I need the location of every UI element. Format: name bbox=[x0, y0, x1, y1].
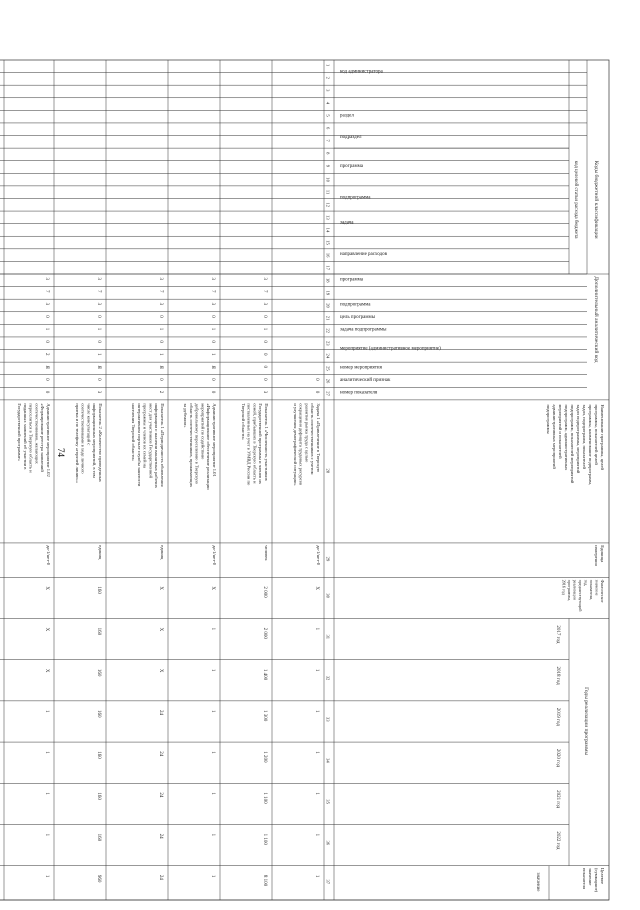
year-value-cell: Х bbox=[44, 627, 49, 632]
budget-code-label: подпрограмма bbox=[340, 195, 371, 201]
code-cell: 0 bbox=[210, 378, 215, 381]
indicator-name: развития рынка труда с целью bbox=[304, 403, 310, 463]
column-number: 17 bbox=[325, 265, 331, 271]
column-number: 12 bbox=[325, 202, 331, 208]
column-number: 19 bbox=[325, 290, 331, 296]
total-value-cell: 8 100 bbox=[262, 874, 267, 887]
column-number: 15 bbox=[325, 240, 331, 245]
indicator-name: «Информационное обеспечение реализации bbox=[206, 403, 212, 490]
unit-cell: да-1/нет-0 bbox=[46, 545, 51, 566]
name-column-header: Наименование программы, целей bbox=[600, 404, 605, 470]
indicator-name: область соотечественников с учетом bbox=[310, 403, 316, 475]
budget-class-header: Коды бюджетной классификации bbox=[593, 160, 599, 239]
unit-cell: человек bbox=[264, 545, 269, 561]
year-value-cell: 160 bbox=[96, 833, 101, 842]
column-number: 11 bbox=[325, 189, 331, 195]
base-value-header: значение bbox=[594, 579, 600, 596]
code-cell: 0 bbox=[262, 340, 267, 343]
indicator-name bbox=[0, 403, 1, 465]
column-number: 35 bbox=[325, 799, 331, 804]
code-cell: 3 bbox=[44, 302, 49, 306]
base-value-cell: Х bbox=[44, 586, 49, 591]
base-value-header: Фактическое bbox=[600, 579, 605, 603]
indicator-name: Государственной программы и членов их bbox=[258, 403, 264, 485]
target-article-header: код целевой статьи расхода бюджета bbox=[573, 160, 578, 239]
indicator-name: поданных заявлений об участии в bbox=[22, 403, 28, 470]
total-value-cell: 24 bbox=[158, 874, 163, 880]
name-column-header: программы, показателей целей bbox=[594, 404, 599, 465]
year-value-cell: 160 bbox=[96, 751, 101, 759]
base-value-cell: 160 bbox=[96, 586, 101, 594]
code-cell: 0 bbox=[158, 315, 163, 318]
code-cell: 0 bbox=[262, 365, 267, 369]
total-value-cell: 1 bbox=[44, 874, 49, 878]
code-cell: 3 bbox=[44, 277, 49, 280]
year-value-cell: 1 bbox=[44, 751, 49, 754]
indicator-name: поставленных на учет в УМВД России по bbox=[246, 403, 252, 486]
target-value-header: значение bbox=[535, 872, 540, 892]
year-value-cell: 160 bbox=[96, 627, 101, 636]
year-value-cell: 1 200 bbox=[262, 751, 267, 763]
code-cell: Я bbox=[96, 365, 101, 369]
total-value-cell: 1 bbox=[210, 874, 215, 878]
unit-cell: единиц bbox=[98, 545, 103, 560]
code-cell: 0 bbox=[96, 378, 101, 381]
additional-code-label: программа bbox=[340, 277, 363, 283]
code-cell: 1 bbox=[44, 327, 49, 331]
column-number: 8 bbox=[325, 152, 331, 155]
unit-header: измерения bbox=[594, 545, 599, 566]
year-value-cell: 24 bbox=[158, 710, 163, 716]
code-cell: 1 bbox=[158, 327, 163, 331]
year-value-cell: 1 bbox=[314, 833, 319, 837]
year-value-cell: 1 bbox=[314, 751, 319, 754]
year-value-cell: 24 bbox=[158, 751, 163, 757]
unit-header: Единица bbox=[600, 545, 605, 563]
target-header: (суммарное) bbox=[594, 867, 599, 893]
year-value-cell: 1 100 bbox=[262, 833, 267, 845]
column-number: 34 bbox=[325, 758, 331, 763]
column-number: 2 bbox=[325, 76, 331, 79]
code-cell: Я bbox=[158, 365, 163, 369]
column-number: 30 bbox=[325, 593, 331, 598]
year-value-cell: Х bbox=[158, 668, 163, 673]
indicator-name: Тверской области» bbox=[240, 403, 246, 440]
column-number: 23 bbox=[325, 340, 331, 346]
base-value-cell: Х bbox=[210, 586, 215, 591]
year-value-cell: 160 bbox=[96, 668, 101, 677]
indicator-name: и улучшения демографической ситуации» bbox=[292, 403, 298, 486]
year-value-cell: 1 bbox=[210, 668, 215, 672]
code-cell: 0 bbox=[96, 340, 101, 343]
code-cell: 0 bbox=[262, 378, 267, 381]
code-cell: Я bbox=[44, 365, 49, 369]
budget-code-label: подраздел bbox=[340, 135, 362, 141]
target-header: значение bbox=[588, 867, 593, 886]
code-cell: 3 bbox=[158, 277, 163, 280]
year-label: 2020 год bbox=[555, 748, 560, 768]
indicator-name: информационных мероприятий, в том bbox=[92, 403, 98, 478]
code-cell: 7 bbox=[210, 290, 215, 293]
indicator-name: Показатель 1 «Периодичность обновления bbox=[160, 403, 165, 487]
code-cell: 7 bbox=[262, 290, 267, 293]
column-number: 9 bbox=[325, 164, 331, 168]
code-cell: 7 bbox=[158, 290, 163, 293]
year-value-cell: 1 100 bbox=[262, 792, 267, 804]
total-value-cell: 1 bbox=[314, 874, 319, 878]
additional-code-label: задача подпрограммы bbox=[340, 327, 387, 333]
column-number: 37 bbox=[325, 879, 331, 884]
year-value-cell: 1 bbox=[44, 792, 49, 795]
code-cell: 3 bbox=[262, 277, 267, 280]
base-value-cell: Х bbox=[158, 586, 163, 591]
column-number: 27 bbox=[325, 391, 331, 396]
base-value-header: реализации bbox=[572, 579, 578, 601]
budget-code-label: код администратора bbox=[340, 69, 383, 75]
column-number: 18 bbox=[325, 278, 331, 283]
budget-code-label: направление расходов bbox=[340, 252, 387, 258]
code-cell: 0 bbox=[314, 390, 319, 394]
additional-code-label: подпрограмма bbox=[340, 302, 371, 308]
indicator-name: область соотечественников, проживающих bbox=[188, 403, 194, 488]
year-value-cell: 1 bbox=[44, 710, 49, 713]
unit-cell: да-1/нет-0 bbox=[212, 545, 217, 566]
column-number: 25 bbox=[325, 366, 331, 371]
year-value-cell: 160 bbox=[96, 792, 101, 800]
indicator-name: соотечественников, желающих bbox=[34, 403, 40, 464]
indicator-name: за рубежом» bbox=[183, 403, 188, 428]
name-column-header: подпрограмм, административных bbox=[564, 404, 569, 471]
column-number: 14 bbox=[325, 227, 331, 233]
target-header: показателя bbox=[582, 867, 587, 890]
year-value-cell: 24 bbox=[158, 833, 163, 839]
indicator-name: семей, прибывших в Тверскую область и bbox=[252, 403, 258, 484]
column-number: 26 bbox=[325, 378, 331, 384]
indicator-name: соотечественниками в ходе личного bbox=[80, 403, 86, 474]
code-cell: 0 bbox=[262, 352, 267, 356]
indicator-name: мероприятий по содействию bbox=[200, 403, 206, 460]
code-cell: 1 bbox=[210, 327, 215, 331]
indicator-name: программы и членов их семей на bbox=[142, 403, 148, 469]
name-column-header: программы, наименование подпрограмм, bbox=[588, 404, 593, 486]
year-value-cell: 160 bbox=[96, 710, 101, 718]
year-value-cell: Х bbox=[158, 627, 163, 632]
additional-code-label: номер показателя bbox=[340, 390, 378, 396]
code-cell: 0 bbox=[314, 378, 319, 381]
code-cell: 3 bbox=[96, 302, 101, 306]
year-value-cell: 1 bbox=[210, 710, 215, 713]
year-label: 2022 год bbox=[555, 831, 560, 850]
code-cell: 0 bbox=[210, 340, 215, 343]
year-value-cell: 1 bbox=[210, 627, 215, 631]
column-number: 6 bbox=[325, 126, 331, 130]
year-value-cell: 1 bbox=[314, 668, 319, 672]
unit-cell: единиц bbox=[160, 545, 165, 560]
name-column-header: задач подпрограммы, мероприятий bbox=[576, 404, 581, 474]
base-value-header: год, bbox=[583, 579, 589, 587]
code-cell: 3 bbox=[96, 390, 101, 394]
additional-code-label: цель программы bbox=[340, 315, 376, 321]
base-value-cell: 2 000 bbox=[262, 586, 267, 598]
indicator-name: населения Тверской области» bbox=[131, 403, 136, 462]
column-number: 31 bbox=[325, 634, 331, 640]
indicator-name: Показатель 2 «Количество проведенных bbox=[98, 403, 103, 482]
name-column-header: мероприятий и показателей bbox=[558, 404, 563, 459]
base-value-header: программы, bbox=[567, 579, 572, 601]
indicator-name: мест для участников Государственной bbox=[148, 403, 154, 478]
code-cell: 2 bbox=[44, 352, 49, 356]
budget-code-label: раздел bbox=[340, 113, 354, 119]
code-cell: 7 bbox=[96, 290, 101, 293]
year-value-cell: 1 bbox=[314, 792, 319, 795]
column-number: 10 bbox=[325, 177, 331, 182]
code-cell: 0 bbox=[44, 378, 49, 381]
year-value-cell: 1 400 bbox=[262, 668, 267, 681]
indicator-name: «Формирование реестра заявлений bbox=[40, 403, 46, 472]
base-value-header: предшествующий bbox=[578, 579, 583, 612]
code-cell: 0 bbox=[44, 315, 49, 318]
indicator-name: Административное мероприятие 1.01 bbox=[212, 403, 217, 477]
year-label: 2017 год bbox=[555, 625, 560, 644]
additional-code-label: аналитический признак bbox=[340, 378, 391, 384]
year-value-cell: 1 bbox=[314, 710, 319, 713]
indicator-name: Административное мероприятие 1.02 bbox=[46, 403, 51, 477]
target-header: Целевое bbox=[600, 867, 605, 885]
code-cell: 2 bbox=[158, 390, 163, 394]
base-value-header: 2016 год bbox=[561, 579, 567, 595]
column-number: 33 bbox=[325, 716, 331, 722]
code-cell: 1 bbox=[262, 327, 267, 331]
year-label: 2018 год bbox=[555, 666, 560, 685]
name-column-header: административных мероприятий bbox=[552, 404, 557, 469]
total-value-cell: 960 bbox=[96, 874, 101, 883]
year-value-cell: Х bbox=[44, 668, 49, 673]
code-cell: 1 bbox=[210, 352, 215, 356]
unit-cell bbox=[0, 545, 1, 566]
page-number: 74 bbox=[56, 448, 66, 457]
year-value-cell: 1 bbox=[210, 792, 215, 795]
additional-code-label: мероприятие (административное мероприятие) bbox=[340, 346, 441, 352]
code-cell: 3 bbox=[210, 302, 215, 306]
indicator-name: Государственной программе» bbox=[17, 403, 22, 462]
code-cell: Я bbox=[210, 365, 215, 369]
column-number: 28 bbox=[325, 468, 331, 474]
base-value-header: показателя, bbox=[589, 579, 594, 600]
years-header: Годы реализации программы bbox=[583, 687, 589, 756]
additional-code-label: номер мероприятия bbox=[340, 365, 382, 371]
code-cell: 3 bbox=[262, 390, 267, 394]
code-cell: 7 bbox=[44, 290, 49, 293]
code-cell: 3 bbox=[96, 277, 101, 280]
column-number: 24 bbox=[325, 353, 331, 359]
budget-code-label: программа bbox=[340, 164, 363, 170]
code-cell: 3 bbox=[262, 302, 267, 306]
year-value-cell: 1 bbox=[44, 833, 49, 837]
year-label: 2021 год bbox=[555, 790, 560, 809]
column-number: 4 bbox=[325, 101, 331, 105]
column-number: 32 bbox=[325, 675, 331, 681]
column-number: 36 bbox=[325, 840, 331, 846]
indicator-name: числе консультаций с bbox=[86, 403, 92, 446]
year-value-cell: 1 300 bbox=[262, 710, 267, 722]
unit-cell: да-1/нет-0 bbox=[316, 545, 321, 566]
column-number: 20 bbox=[325, 303, 331, 308]
code-cell: 0 bbox=[96, 315, 101, 318]
year-value-cell: 2 000 bbox=[262, 627, 267, 639]
year-label: 2019 год bbox=[555, 707, 560, 726]
column-number: 16 bbox=[325, 252, 331, 258]
additional-code-header: Дополнительный аналитический код bbox=[593, 276, 599, 363]
year-value-cell: 24 bbox=[158, 792, 163, 798]
code-cell: 0 bbox=[210, 390, 215, 394]
code-cell: 0 bbox=[158, 340, 163, 343]
indicator-name: сокращения дефицита трудовых ресурсов bbox=[298, 403, 304, 486]
indicator-name: добровольному переселению в Тверскую bbox=[194, 403, 200, 484]
code-cell: 0 bbox=[262, 315, 267, 318]
indicator-name: интерактивном портале службы занятости bbox=[136, 403, 142, 487]
year-value-cell: 1 bbox=[210, 751, 215, 754]
name-column-header: подпрограмм, показателей мероприятий bbox=[570, 404, 575, 484]
column-number: 3 bbox=[325, 89, 331, 92]
column-number: 13 bbox=[325, 215, 331, 220]
name-column-header: задач, подпрограмм, показателей bbox=[582, 404, 587, 469]
base-value-cell: Х bbox=[314, 586, 319, 591]
indicator-name: информации о наличии вакантных рабочих bbox=[154, 403, 160, 489]
column-number: 29 bbox=[325, 556, 331, 562]
code-cell: 0 bbox=[44, 340, 49, 343]
name-column-header: подпрограммы bbox=[546, 404, 551, 434]
year-value-cell: 1 bbox=[210, 833, 215, 837]
column-number: 7 bbox=[325, 139, 331, 142]
code-cell: 3 bbox=[158, 302, 163, 306]
column-number: 22 bbox=[325, 328, 331, 333]
code-cell: 1 bbox=[96, 352, 101, 356]
code-cell: 0 bbox=[44, 390, 49, 394]
code-cell: 3 bbox=[210, 277, 215, 280]
budget-code-label: задача bbox=[340, 220, 354, 226]
code-cell: 0 bbox=[158, 378, 163, 381]
column-number: 21 bbox=[325, 315, 331, 321]
column-number: 5 bbox=[325, 114, 331, 117]
year-value-cell: 1 bbox=[314, 627, 319, 631]
indicator-name: Показатель 1 «Численность участников bbox=[264, 403, 269, 481]
column-number: 1 bbox=[325, 64, 331, 67]
indicator-name: переселиться в Тверскую область и bbox=[28, 403, 34, 473]
indicator-name: Задача 1 «Привлечение в Тверскую bbox=[316, 403, 321, 473]
code-cell: 0 bbox=[210, 315, 215, 318]
code-cell: 1 bbox=[158, 352, 163, 356]
code-cell: 1 bbox=[96, 327, 101, 331]
indicator-name: приема и по телефону «горячей линии»» bbox=[74, 403, 80, 484]
